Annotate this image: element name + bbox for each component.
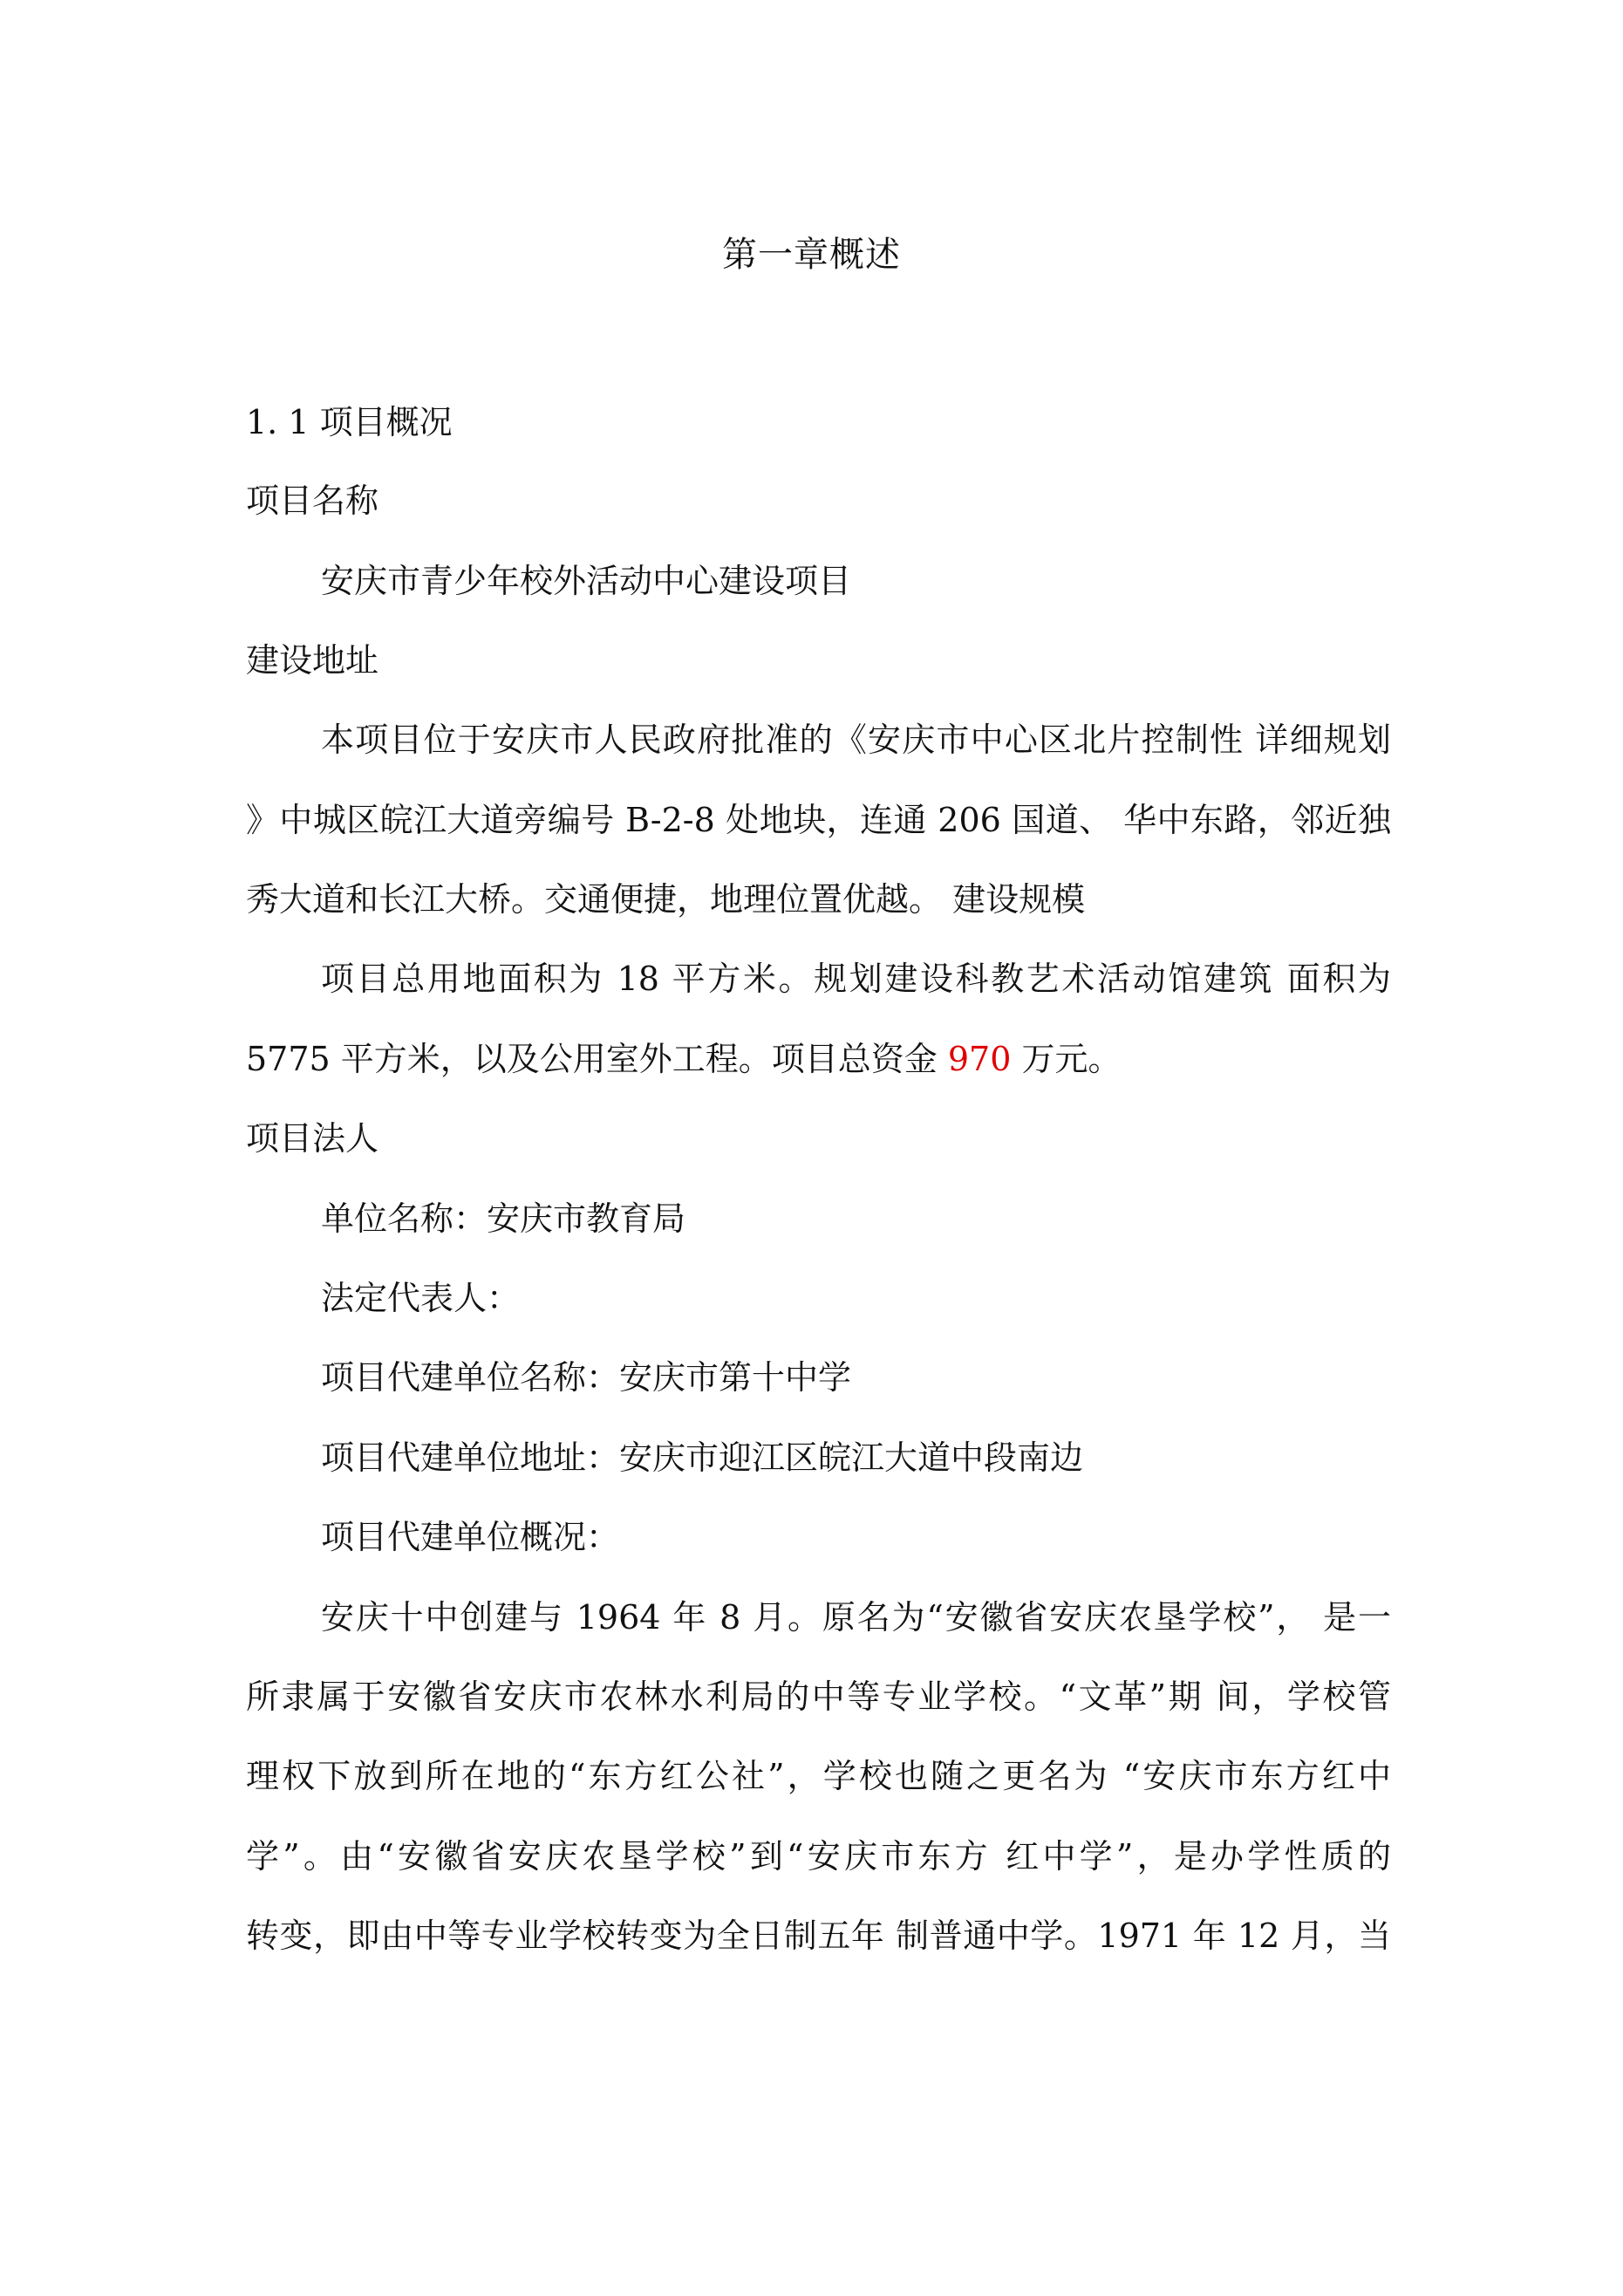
address-line-1: 本项目位于安庆市人民政府批准的《安庆市中心区北片控制性 详细规划 <box>321 721 1391 759</box>
heading-project-name: 项目名称 <box>246 482 379 520</box>
history-line-2: 所隶属于安徽省安庆市农林水利局的中等专业学校。“文革”期 间，学校管 <box>246 1678 1391 1716</box>
history-line-5: 转变，即由中等专业学校转变为全日制五年 制普通中学。1971 年 12 月，当 <box>246 1917 1391 1955</box>
history-line-1: 安庆十中创建与 1964 年 8 月。原名为“安徽省安庆农垦学校”， 是一 <box>321 1598 1391 1637</box>
agent-address-text: 项目代建单位地址：安庆市迎江区皖江大道中段南边 <box>321 1438 1084 1477</box>
chapter-title: 第一章概述 <box>722 235 901 275</box>
scale-line-2-post: 万元。 <box>1011 1040 1122 1078</box>
heading-legal-person: 项目法人 <box>246 1119 379 1158</box>
section-heading: 1. 1 项目概况 <box>246 403 453 441</box>
investment-amount: 970 <box>947 1040 1012 1078</box>
scale-line-1: 项目总用地面积为 18 平方米。规划建设科教艺术活动馆建筑 面积为 <box>321 960 1391 998</box>
history-line-4: 学”。由“安徽省安庆农垦学校”到“安庆市东方 红中学”，是办学性质的 <box>246 1837 1391 1876</box>
scale-line-2 <box>246 1035 1122 1083</box>
history-line-3: 理权下放到所在地的“东方红公社”，学校也随之更名为 “安庆市东方红中 <box>246 1757 1391 1795</box>
address-line-2: 》中城区皖江大道旁编号 B-2-8 处地块，连通 206 国道、 华中东路，邻近独 <box>246 801 1391 839</box>
agent-name-text: 项目代建单位名称：安庆市第十中学 <box>321 1358 852 1397</box>
address-line-3: 秀大道和长江大桥。交通便捷，地理位置优越。 建设规模 <box>246 880 1086 919</box>
scale-line-2-pre: 5775 平方米，以及公用室外工程。项目总资金 <box>246 1040 948 1078</box>
project-name-text: 安庆市青少年校外活动中心建设项目 <box>321 562 852 600</box>
legal-rep-text: 法定代表人： <box>321 1279 521 1317</box>
heading-address: 建设地址 <box>246 641 379 680</box>
unit-name-text: 单位名称：安庆市教育局 <box>321 1199 686 1238</box>
agent-overview-text: 项目代建单位概况： <box>321 1518 620 1556</box>
